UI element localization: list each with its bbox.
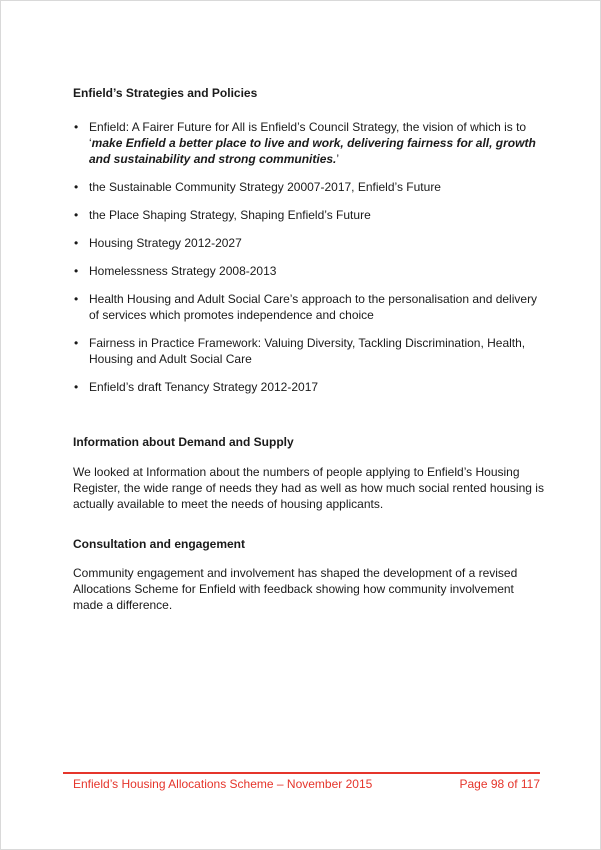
footer-page-number: Page 98 of 117 bbox=[459, 777, 540, 791]
list-item bbox=[73, 119, 545, 167]
list-item bbox=[73, 291, 545, 323]
strategies-list bbox=[73, 119, 545, 395]
bullet-text: Enfield’s draft Tenancy Strategy 2012-2017 bbox=[89, 380, 319, 394]
list-item bbox=[73, 207, 545, 223]
bullet-text-closing-quote: ’ bbox=[336, 152, 340, 166]
bullet-icon: • bbox=[74, 236, 79, 250]
demand-supply-paragraph: We looked at Information about the numbers of people applying to Enfield’s Housing Register, the wide range of needs they had as well as how much social rented housing is actually available to meet the needs of housing applicants. bbox=[73, 465, 544, 511]
bullet-icon: • bbox=[74, 336, 79, 350]
bullet-text: the Sustainable Community Strategy 20007-2017, Enfield’s Future bbox=[89, 180, 441, 194]
bullet-icon: • bbox=[74, 180, 79, 194]
footer-document-title: Enfield’s Housing Allocations Scheme – November 2015 bbox=[73, 777, 373, 791]
bullet-text: Homelessness Strategy 2008-2013 bbox=[89, 264, 277, 278]
bullet-text-quote: make Enfield a better place to live and work, delivering fairness for all, growth and sustainability and strong communities. bbox=[89, 136, 536, 166]
bullet-icon: • bbox=[74, 292, 79, 306]
list-item bbox=[73, 379, 545, 395]
bullet-text-plain: Enfield: A Fairer Future for All is Enfield’s Council Strategy, the vision of which is to ‘ bbox=[89, 120, 527, 150]
footer-divider bbox=[63, 772, 540, 774]
footer-text-row bbox=[63, 776, 540, 792]
list-item bbox=[73, 235, 545, 251]
consultation-paragraph: Community engagement and involvement has shaped the development of a revised Allocations Scheme for Enfield with feedback showing how community involvement made a difference. bbox=[73, 566, 518, 612]
bullet-text: Health Housing and Adult Social Care’s approach to the personalisation and delivery of services which promotes independence and choice bbox=[89, 292, 538, 322]
bullet-icon: • bbox=[74, 380, 79, 394]
list-item bbox=[73, 335, 545, 367]
section-heading-strategies: Enfield’s Strategies and Policies bbox=[73, 86, 258, 100]
page-content bbox=[73, 85, 545, 613]
section-heading-demand-supply: Information about Demand and Supply bbox=[73, 435, 294, 449]
bullet-text: Fairness in Practice Framework: Valuing Diversity, Tackling Discrimination, Health, Housing and Adult Social Care bbox=[89, 336, 526, 366]
page-footer bbox=[63, 772, 540, 792]
bullet-text bbox=[89, 120, 536, 166]
list-item bbox=[73, 179, 545, 195]
bullet-icon: • bbox=[74, 120, 79, 134]
bullet-text: the Place Shaping Strategy, Shaping Enfield’s Future bbox=[89, 208, 371, 222]
list-item bbox=[73, 263, 545, 279]
bullet-icon: • bbox=[74, 264, 79, 278]
section-heading-consultation: Consultation and engagement bbox=[73, 537, 246, 551]
bullet-icon: • bbox=[74, 208, 79, 222]
bullet-text: Housing Strategy 2012-2027 bbox=[89, 236, 242, 250]
